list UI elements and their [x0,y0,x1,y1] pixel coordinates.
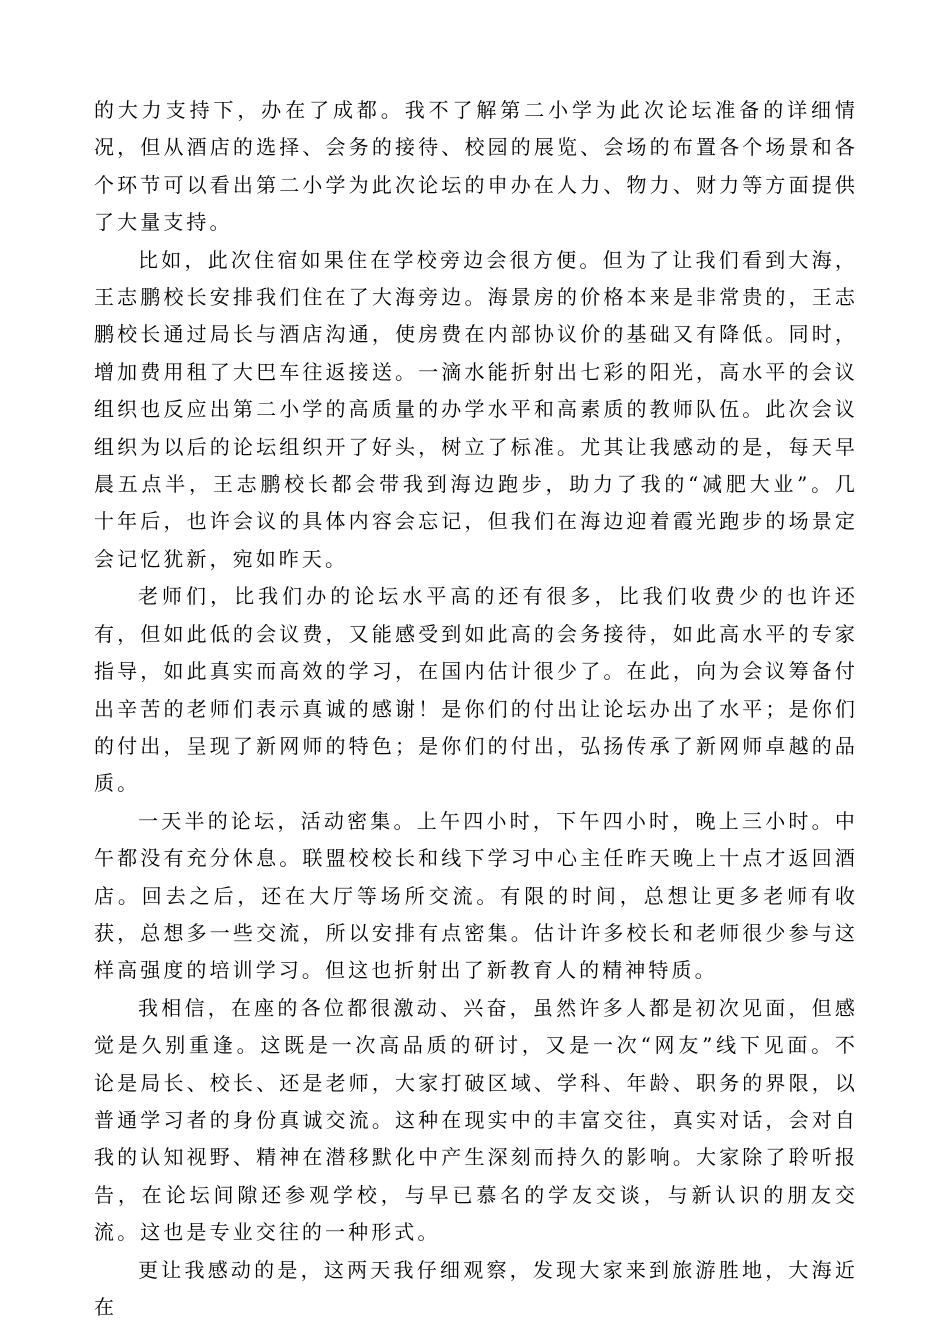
paragraph-1: 的大力支持下，办在了成都。我不了解第二小学为此次论坛准备的详细情况，但从酒店的选择、会务的接待、校园的展览、会场的布置各个场景和各个环节可以看出第二小学为此次论坛的申办在人力、物力、财力等方面提供了大量支持。 [94,98,858,235]
paragraph-4: 一天半的论坛，活动密集。上午四小时，下午四小时，晚上三小时。中午都没有充分休息。联盟校校长和线下学习中心主任昨天晚上十点才返回酒店。回去之后，还在大厅等场所交流。有限的时间，总想让更多老师有收获，总想多一些交流，所以安排有点密集。估计许多校长和老师很少参与这样高强度的培训学习。但这也折射出了新教育人的精神特质。 [94,808,858,983]
paragraph-3: 老师们，比我们办的论坛水平高的还有很多，比我们收费少的也许还有，但如此低的会议费，又能感受到如此高的会务接待，如此高水平的专家指导，如此真实而高效的学习，在国内估计很少了。在此，向为会议筹备付出辛苦的老师们表示真诚的感谢！是你们的付出让论坛办出了水平；是你们的付出，呈现了新网师的特色；是你们的付出，弘扬传承了新网师卓越的品质。 [94,584,858,796]
paragraph-6: 更让我感动的是，这两天我仔细观察，发现大家来到旅游胜地，大海近在 [94,1257,858,1319]
paragraph-5: 我相信，在座的各位都很激动、兴奋，虽然许多人都是初次见面，但感觉是久别重逢。这既是一次高品质的研讨，又是一次“网友”线下见面。不论是局长、校长、还是老师，大家打破区域、学科、年龄、职务的界限，以普通学习者的身份真诚交流。这种在现实中的丰富交往，真实对话，会对自我的认知视野、精神在潜移默化中产生深刻而持久的影响。大家除了聆听报告，在论坛间隙还参观学校，与早已慕名的学友交谈，与新认识的朋友交流。这也是专业交往的一种形式。 [94,995,858,1245]
paragraph-2: 比如，此次住宿如果住在学校旁边会很方便。但为了让我们看到大海，王志鹏校长安排我们住在了大海旁边。海景房的价格本来是非常贵的，王志鹏校长通过局长与酒店沟通，使房费在内部协议价的基础又有降低。同时，增加费用租了大巴车往返接送。一滴水能折射出七彩的阳光，高水平的会议组织也反应出第二小学的高质量的办学水平和高素质的教师队伍。此次会议组织为以后的论坛组织开了好头，树立了标准。尤其让我感动的是，每天早晨五点半，王志鹏校长都会带我到海边跑步，助力了我的“减肥大业”。几十年后，也许会议的具体内容会忘记，但我们在海边迎着霞光跑步的场景定会记忆犹新，宛如昨天。 [94,247,858,571]
document-page [94,92,858,1326]
